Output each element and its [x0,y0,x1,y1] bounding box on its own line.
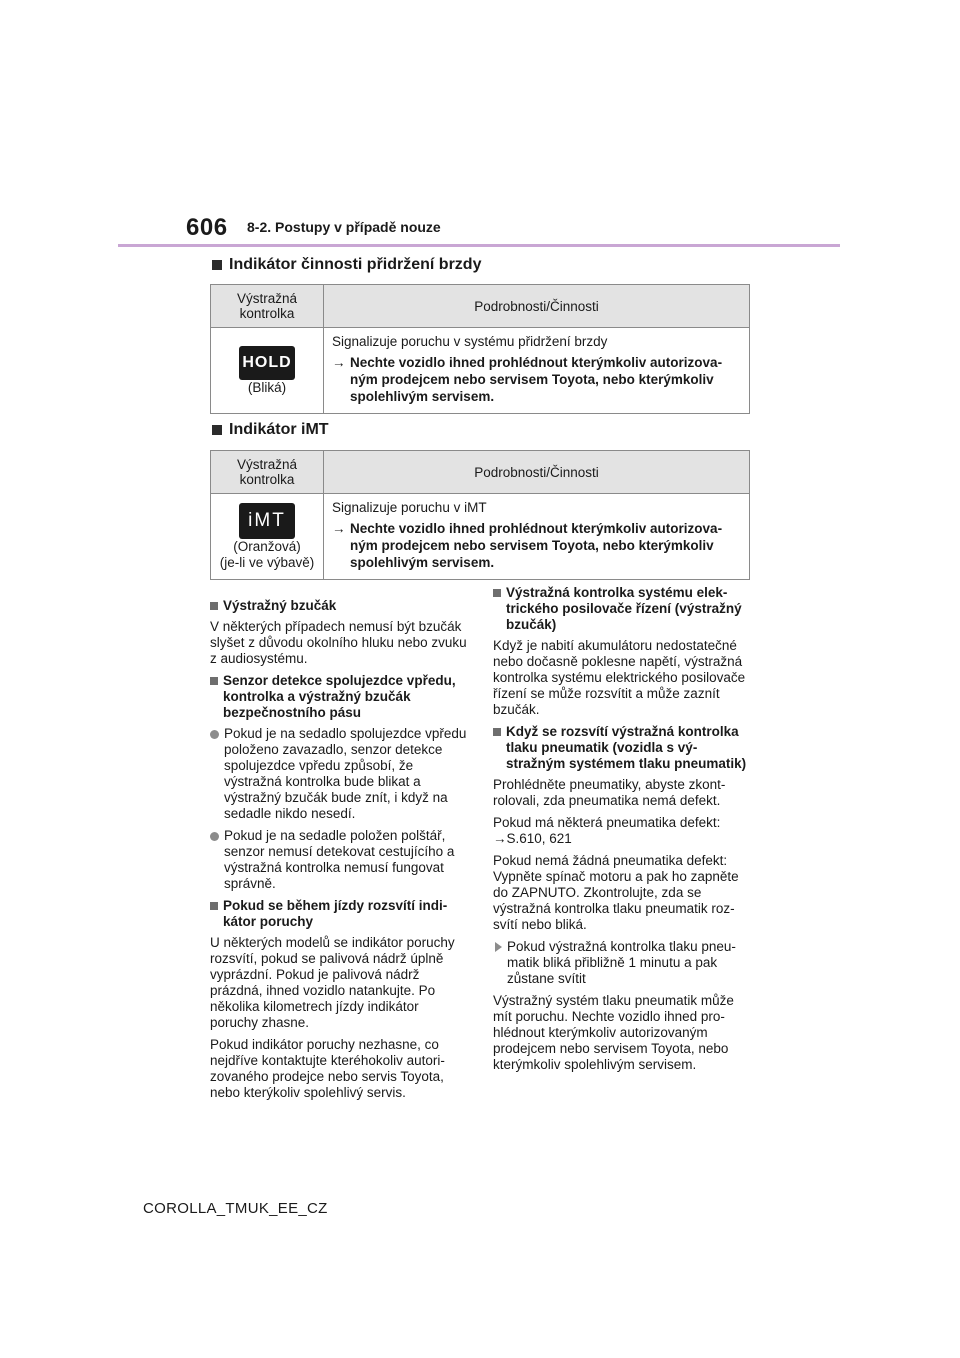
subheading-text: Výstražná kontrolka systému elektrického posilovače řízení (výstražný bzučák) [506,585,742,632]
lamp-cell [211,494,324,580]
subheading-text: Když se rozsvítí výstražná kontrolka tlaku pneumatik (vozidla s výstražným systémem tlaku pneumatik) [506,724,747,771]
subheading [210,898,468,930]
arrow-icon: → [332,355,346,370]
circle-bullet-icon [210,730,219,739]
brake-hold-table [210,284,750,414]
lamp-cell [211,328,324,414]
arrow-icon: → [332,521,346,536]
hold-lamp-icon: HOLD [239,346,295,380]
col-header-lamp: Výstražná kontrolka [211,285,324,328]
bullet-item [210,726,468,822]
paragraph: Pokud nemá žádná pneumatika defekt: Vypněte spínač motoru a pak ho zapněte do ZAPNUTO. Zkontrolujte, zda se výstražná kontrolka tlaku pneumatik rozsvítí nebo bliká. [493,853,739,932]
description: Signalizuje poruchu v iMT [332,500,487,515]
subheading [493,724,751,772]
chapter-title: 8-2. Postupy v případě nouze [247,219,441,235]
table-row [211,328,750,414]
condition-text: Pokud výstražná kontrolka tlaku pneumatik bliká přibližně 1 minutu a pak zůstane svítit [507,939,736,986]
bullet-text: Pokud je na sedadle položen polštář, senzor nemusí detekovat cestujícího a výstražná kontrolka nemusí fungovat správně. [224,828,455,891]
paragraph: Prohlédněte pneumatiky, abyste zkontrolovali, zda pneumatika nemá defekt. [493,777,726,808]
small-square-icon [493,589,501,597]
subheading [210,673,468,721]
condition-item [493,939,751,987]
bullet-text: Pokud je na sedadlo spolujezdce vpředu položeno zavazadlo, senzor detekce spolujezdce vpředu způsobí, že výstražná kontrolka bude blikat a výstražný bzučák bude znít, i když na sedadle nikdo nesedí. [224,726,467,821]
paragraph: Pokud indikátor poruchy nezhasne, co nejdříve kontaktujte kteréhokoliv autorizovaného prodejce nebo servis Toyota, nebo kterýkoliv spolehlivý servis. [210,1037,445,1100]
paragraph: Pokud má některá pneumatika defekt: [493,815,721,830]
subheading-text: Výstražný bzučák [223,598,337,613]
action-text: Nechte vozidlo ihned prohlédnout kterýmkoliv autorizovaným prodejcem nebo servisem Toyota, nebo kterýmkoliv spolehlivým servisem. [350,521,723,570]
section-title-text: Indikátor činnosti přidržení brzdy [229,256,482,273]
header-divider [118,244,840,247]
arrow-icon: → [493,831,507,846]
table-row [211,494,750,580]
lamp-note-equipment: (je-li ve výbavě) [219,554,315,570]
subheading [210,598,468,614]
defect-reference [493,815,751,847]
paragraph: U některých modelů se indikátor poruchy rozsvítí, pokud se palivová nádrž úplně vyprázdní. Pokud je palivová nádrž prázdná, ihned vozidlo natankujte. Po několika kilometrech jízdy indikátor poruchy zhasne. [210,935,455,1030]
triangle-bullet-icon [495,942,502,952]
section-title-imt [212,421,329,439]
left-column [210,598,468,1107]
paragraph: Když je nabití akumulátoru nedostatečné nebo dočasně poklesne napětí, výstražná kontrolka systému elektrického posilovače řízení se může rozsvítit a může zaznít bzučák. [493,638,746,717]
section-title-text: Indikátor iMT [229,421,329,438]
paragraph: V některých případech nemusí být bzučák slyšet z důvodu okolního hluku nebo zvuku z audiosystému. [210,619,467,666]
subheading-text: Senzor detekce spolujezdce vpředu, kontrolka a výstražný bzučák bezpečnostního pásu [223,673,456,720]
imt-table [210,450,750,580]
subheading [493,585,751,633]
small-square-icon [210,602,218,610]
page-number: 606 [186,214,228,241]
description: Signalizuje poruchu v systému přidržení brzdy [332,334,608,349]
circle-bullet-icon [210,832,219,841]
right-column [493,585,751,1079]
footer-model-code: COROLLA_TMUK_EE_CZ [143,1200,328,1217]
table-header-row [211,285,750,328]
table-header-row [211,451,750,494]
details-cell [324,494,750,580]
square-bullet-icon [212,260,222,270]
page-reference-link[interactable]: S.610, 621 [506,831,572,846]
subheading-text: Pokud se během jízdy rozsvítí indikátor poruchy [223,898,448,929]
small-square-icon [210,677,218,685]
imt-lamp-icon: iMT [239,503,295,539]
lamp-note: (Bliká) [247,379,287,395]
col-header-details: Podrobnosti/Činnosti [324,451,750,494]
col-header-details: Podrobnosti/Činnosti [324,285,750,328]
paragraph: Výstražný systém tlaku pneumatik může mít poruchu. Nechte vozidlo ihned prohlédnout kterýmkoliv autorizovaným prodejcem nebo servisem Toyota, nebo kterýmkoliv spolehlivým servisem. [493,993,734,1072]
action-text: Nechte vozidlo ihned prohlédnout kterýmkoliv autorizovaným prodejcem nebo servisem Toyota, nebo kterýmkoliv spolehlivým servisem. [350,355,723,404]
bullet-item [210,828,468,892]
lamp-note-color: (Oranžová) [233,538,301,554]
section-title-brake-hold [212,256,481,274]
small-square-icon [210,902,218,910]
col-header-lamp: Výstražná kontrolka [211,451,324,494]
small-square-icon [493,728,501,736]
square-bullet-icon [212,425,222,435]
details-cell [324,328,750,414]
